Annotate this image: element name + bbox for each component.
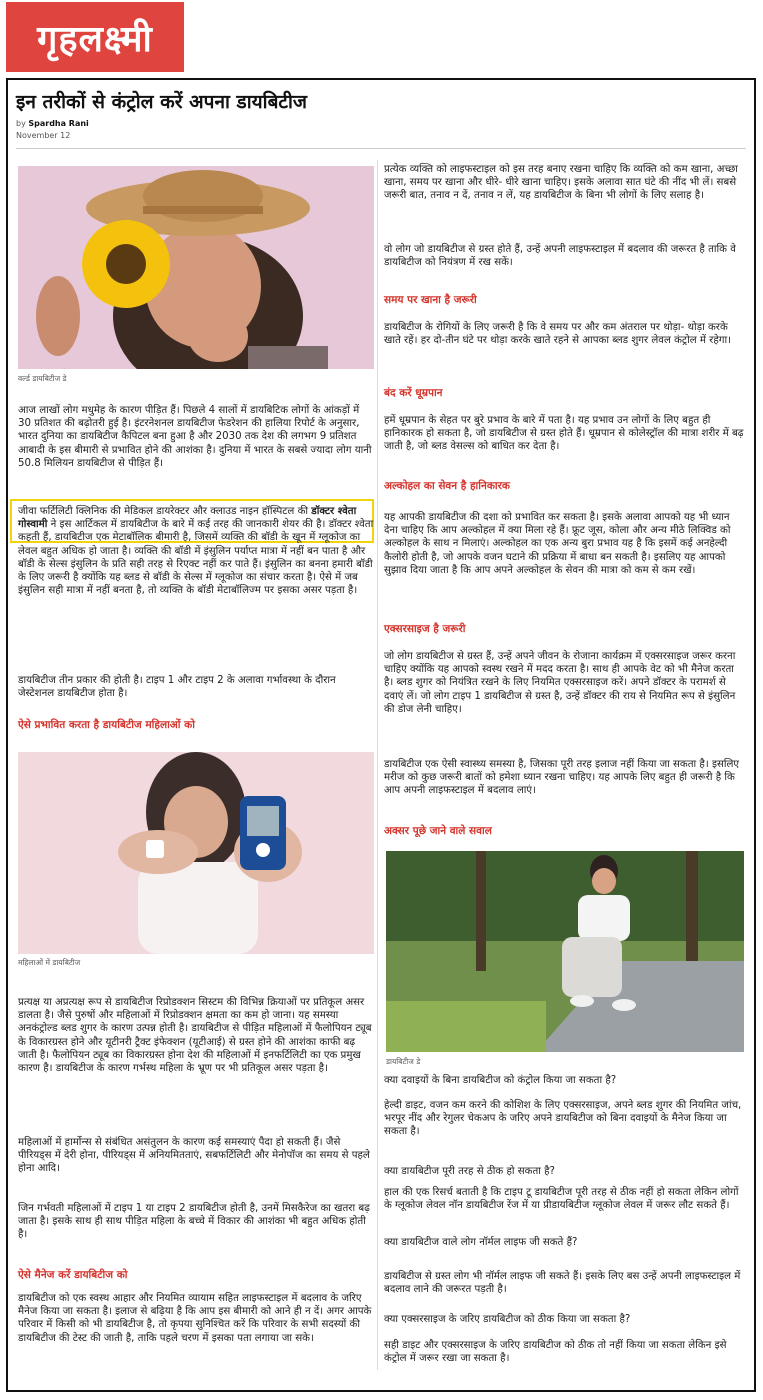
- paragraph: डायबिटीज एक ऐसी स्वास्थ्य समस्या है, जिसका पूरी तरह इलाज नहीं किया जा सकता है। इसलिए मरीज को कुछ जरूरी बातों को हमेशा ध्यान रखना चाहिए। यह आपके लिए बहुत ही जरूरी है कि आप अपनी लाइफस्टाइल में बदलाव लाएं।: [384, 759, 740, 797]
- sunflower-woman-image: [18, 166, 374, 369]
- paragraph: यह आपकी डायबिटीज की दशा को प्रभावित कर सकता है। इसके अलावा आपको यह भी ध्यान देना चाहिए कि आप अल्कोहल में क्या मिला रहे हैं। फ्रूट जूस, कोला और अन्य मीठे लिक्विड को अल्कोहल के साथ न मिलाएं। अल्कोहल का एक अन्य बुरा प्रभाव यह है कि इसमें कई अनहेल्दी कैलोरी होती है, जो आपके वजन घटाने की प्रक्रिया में बाधा बन सकती है। इसलिए यह आपको सुझाव दिया जाता है कि आप अपने अल्कोहल के सेवन की मात्रा को कम से कम रखें।: [384, 512, 731, 576]
- paragraph: जो लोग डायबिटीज से ग्रस्त हैं, उन्हें अपने जीवन के रोजाना कार्यक्रम में एक्सरसाइज जरूर करना चाहिए क्योंकि यह आपको स्वस्थ रखने में मदद करता है। साथ ही आपके वेट को भी मैनेज करता है। ब्लड शुगर को नियंत्रित रखने के लिए नियमित एक्सरसाइज करें। अपने डॉक्टर के परामर्श से दवाएं लें। जो लोग टाइप 1 डायबिटीज से ग्रस्त है, उन्हें डॉक्टर की राय से नियमित रूप से इंसुलिन की डोज लेनी चाहिए।: [384, 651, 736, 715]
- section-heading: अल्कोहल का सेवन है हानिकारक: [384, 480, 510, 492]
- paragraph: प्रत्येक व्यक्ति को लाइफस्टाइल को इस तरह बनाए रखना चाहिए कि व्यक्ति को कम खाना, अच्छा खाना, समय पर खाना और धीरे- धीरे खाना चाहिए। इसके अलावा सात घंटे की नींद भी लें। सबसे जरूरी बात, तनाव न दें, तनाव न लें, यह डायबिटीज के बिना भी लोगों के लिए सलाह है।: [384, 164, 738, 202]
- paragraph: डायबिटीज तीन प्रकार की होती है। टाइप 1 और टाइप 2 के अलावा गर्भावस्था के दौरान जेस्टेशनल डायबिटीज होता है।: [18, 675, 336, 700]
- paragraph: डायबिटीज के रोगियों के लिए जरूरी है कि वे समय पर और कम अंतराल पर थोड़ा- थोड़ा करके खाते रहें। हर दो-तीन घंटे पर थोड़ा करके खाते रहने से आपका ब्लड शुगर लेवल कंट्रोल में रहेगा।: [384, 322, 731, 347]
- faq-answer: हाल की एक रिसर्च बताती है कि टाइप टू डायबिटीज पूरी तरह से ठीक नहीं हो सकता लेकिन लोगों के ग्लूकोज लेवल नॉन डायबिटीज रेंज में या प्रीडायबिटीज ग्लूकोज लेवल में जरूर लौट सकते हैं।: [384, 1187, 739, 1212]
- image-caption: वर्ल्ड डायबिटीज डे: [18, 374, 67, 383]
- column-divider: [377, 160, 378, 1370]
- faq-answer: सही डाइट और एक्सरसाइज के जरिए डायबिटीज को ठीक तो नहीं किया जा सकता लेकिन इसे कंट्रोल में जरूर रखा जा सकता है।: [384, 1340, 727, 1365]
- section-heading: एक्सरसाइज है जरूरी: [384, 623, 466, 635]
- section-heading: बंद करें धूम्रपान: [384, 387, 443, 399]
- paragraph: [18, 505, 374, 597]
- by-prefix: by: [16, 119, 26, 128]
- text-span: ने इस आर्टिकल में डायबिटीज के बारे में कई तरह की जानकारी शेयर की है। डॉक्टर श्वेता कहती हैं, डायबिटीज एक मेटाबॉलिक बीमारी है, जिसमें व्यक्ति की बॉडी के खून में ग्लूकोज का लेवल बहुत अधिक हो जाता है। व्यक्ति की बॉडी में इंसुलिन पर्याप्त मात्रा में नहीं बन पाता है और बॉडी के सेल्स इंसुलिन के प्रति सही तरह से रिएक्ट नहीं कर पाते हैं। इंसुलिन का बनना हमारी बॉडी के लिए जरूरी है क्योंकि यह ब्लड से बॉडी के सेल्स में ग्लूकोज का संचार करता है। ऐसे में जब इंसुलिन सही मात्रा में नहीं बनता है, तो व्यक्ति के बॉडी मेटाबॉलिज्म पर इसका असर पड़ता है।: [18, 519, 374, 597]
- image-caption: डायबिटीज डे: [386, 1057, 421, 1066]
- jogging-woman-image: [386, 851, 744, 1052]
- paragraph: वो लोग जो डायबिटीज से ग्रस्त होते हैं, उन्हें अपनी लाइफस्टाइल में बदलाव की जरूरत है ताकि वे डायबिटीज को नियंत्रण में रख सकें।: [384, 244, 736, 269]
- text-span: जीवा फर्टिलिटी क्लिनिक की मेडिकल डायरेक्टर और क्लाउड नाइन हॉस्पिटल की: [18, 506, 312, 517]
- faq-answer: डायबिटीज से ग्रस्त लोग भी नॉर्मल लाइफ जी सकते हैं। इसके लिए बस उन्हें अपनी लाइफस्टाइल में बदलाव लाने की जरूरत पड़ती है।: [384, 1271, 741, 1296]
- divider: [16, 148, 746, 149]
- faq-question: क्या दवाइयों के बिना डायबिटीज को कंट्रोल किया जा सकता है?: [384, 1075, 617, 1086]
- article-title: इन तरीकों से कंट्रोल करें अपना डायबिटीज: [16, 91, 308, 113]
- section-heading: ऐसे मैनेज करें डायबिटीज को: [18, 1269, 128, 1281]
- paragraph: प्रत्यक्ष या अप्रत्यक्ष रूप से डायबिटीज रिप्रोडक्शन सिस्टम की विभिन्न क्रियाओं पर प्रतिकूल असर डालता है। जैसे पुरुषों और महिलाओं में रिप्रोडक्शन क्षमता का कम हो जाना। यह समस्या अनकंट्रोल्ड ब्लड शुगर के कारण उत्पन्न होती है। डायबिटीज से पीड़ित महिलाओं में फैलोपियन ट्यूब के विकारग्रस्त होने और यूटीनरी ट्रैक्ट इंफेक्शन (यूटीआई) से ग्रस्त होने की आशंका काफी बढ़ जाती है। फैलोपियन ट्यूब का विकारग्रस्त होना देश की महिलाओं में इनफर्टिलिटी का एक प्रमुख कारण है। डायबिटीज के कारण गर्भस्थ महिला के भ्रूण पर भी प्रतिकूल असर पड़ता है।: [18, 997, 372, 1075]
- faq-answer: हेल्दी डाइट, वजन कम करने की कोशिश के लिए एक्सरसाइज, अपने ब्लड शुगर की नियमित जांच, भरपूर नींद और रेगुलर चेकअप के जरिए अपने डायबिटीज को बिना दवाइयों के मैनेज किया जा सकता है।: [384, 1100, 742, 1138]
- doctor-name: डॉक्टर श्वेता गोस्वामी: [18, 506, 357, 531]
- paragraph: महिलाओं में हार्मोन्स से संबंधित असंतुलन के कारण कई समस्याएं पैदा हो सकती हैं। जैसे पीरियड्स में देरी होना, पीरियड्स में अनियमितताएं, सबफर्टिलिटी और मेनोपॉज का समय से पहले होना आदि।: [18, 1137, 370, 1175]
- publish-date: November 12: [16, 131, 71, 140]
- author-name[interactable]: Spardha Rani: [28, 119, 89, 128]
- paragraph: जिन गर्भवती महिलाओं में टाइप 1 या टाइप 2 डायबिटीज होती है, उनमें मिसकैरेज का खतरा बढ़ जाता है। इसके साथ ही साथ पीड़ित महिला के बच्चे में विकार की आशंका भी बहुत अधिक होती है।: [18, 1203, 370, 1241]
- paragraph: डायबिटीज को एक स्वस्थ आहार और नियमित व्यायाम सहित लाइफस्टाइल में बदलाव के जरिए मैनेज किया जा सकता है। इलाज से बढ़िया है कि आप इस बीमारी को आने ही न दें। अगर आपके परिवार में किसी को भी डायबिटीज है, तो कृपया सुनिश्चित करें कि परिवार के सभी सदस्यों की डायबिटीज की टेस्ट की जाती है, ताकि पहले चरण में इसका पता लगाया जा सके।: [18, 1293, 372, 1344]
- image-caption: महिलाओं में डायबिटीज: [18, 958, 81, 967]
- faq-question: क्या डायबिटीज पूरी तरह से ठीक हो सकता है?: [384, 1166, 555, 1177]
- paragraph: आज लाखों लोग मधुमेह के कारण पीड़ित हैं। पिछले 4 सालों में डायबिटिक लोगों के आंकड़ों में 30 प्रतिशत की बढ़ोतरी हुई है। इंटरनेशनल डायबिटीज फेडरेशन की हालिया रिपोर्ट के अनुसार, भारत दुनिया का डायबिटीज कैपिटल बना हुआ है और 2030 तक देश की लगभग 9 प्रतिशत आबादी के इस बीमारी से प्रभावित होने की आशंका है। दुनिया में भारत के सबसे ज्यादा लोग यानी 50.8 मिलियन डायबिटीज से पीड़ित हैं।: [18, 405, 372, 469]
- faq-question: क्या डायबिटीज वाले लोग नॉर्मल लाइफ जी सकते हैं?: [384, 1237, 578, 1248]
- byline: [16, 119, 89, 128]
- site-logo[interactable]: गृहलक्ष्मी: [6, 2, 184, 72]
- section-heading: ऐसे प्रभावित करता है डायबिटीज महिलाओं को: [18, 719, 195, 731]
- paragraph: हमें धूम्रपान के सेहत पर बुरे प्रभाव के बारे में पता है। यह प्रभाव उन लोगों के लिए बहुत ही हानिकारक हो सकता है, जो डायबिटीज से ग्रस्त होते हैं। धूम्रपान से कोलेस्ट्रॉल की मात्रा शरीर में बढ़ जाती है, जो ब्लड वेसल्स को बाधित कर देता है।: [384, 415, 744, 453]
- section-heading: समय पर खाना है जरूरी: [384, 294, 477, 306]
- section-heading: अक्सर पूछे जाने वाले सवाल: [384, 825, 492, 837]
- faq-question: क्या एक्सरसाइज के जरिए डायबिटीज को ठीक किया जा सकता है?: [384, 1314, 631, 1325]
- glucometer-woman-image: [18, 752, 374, 954]
